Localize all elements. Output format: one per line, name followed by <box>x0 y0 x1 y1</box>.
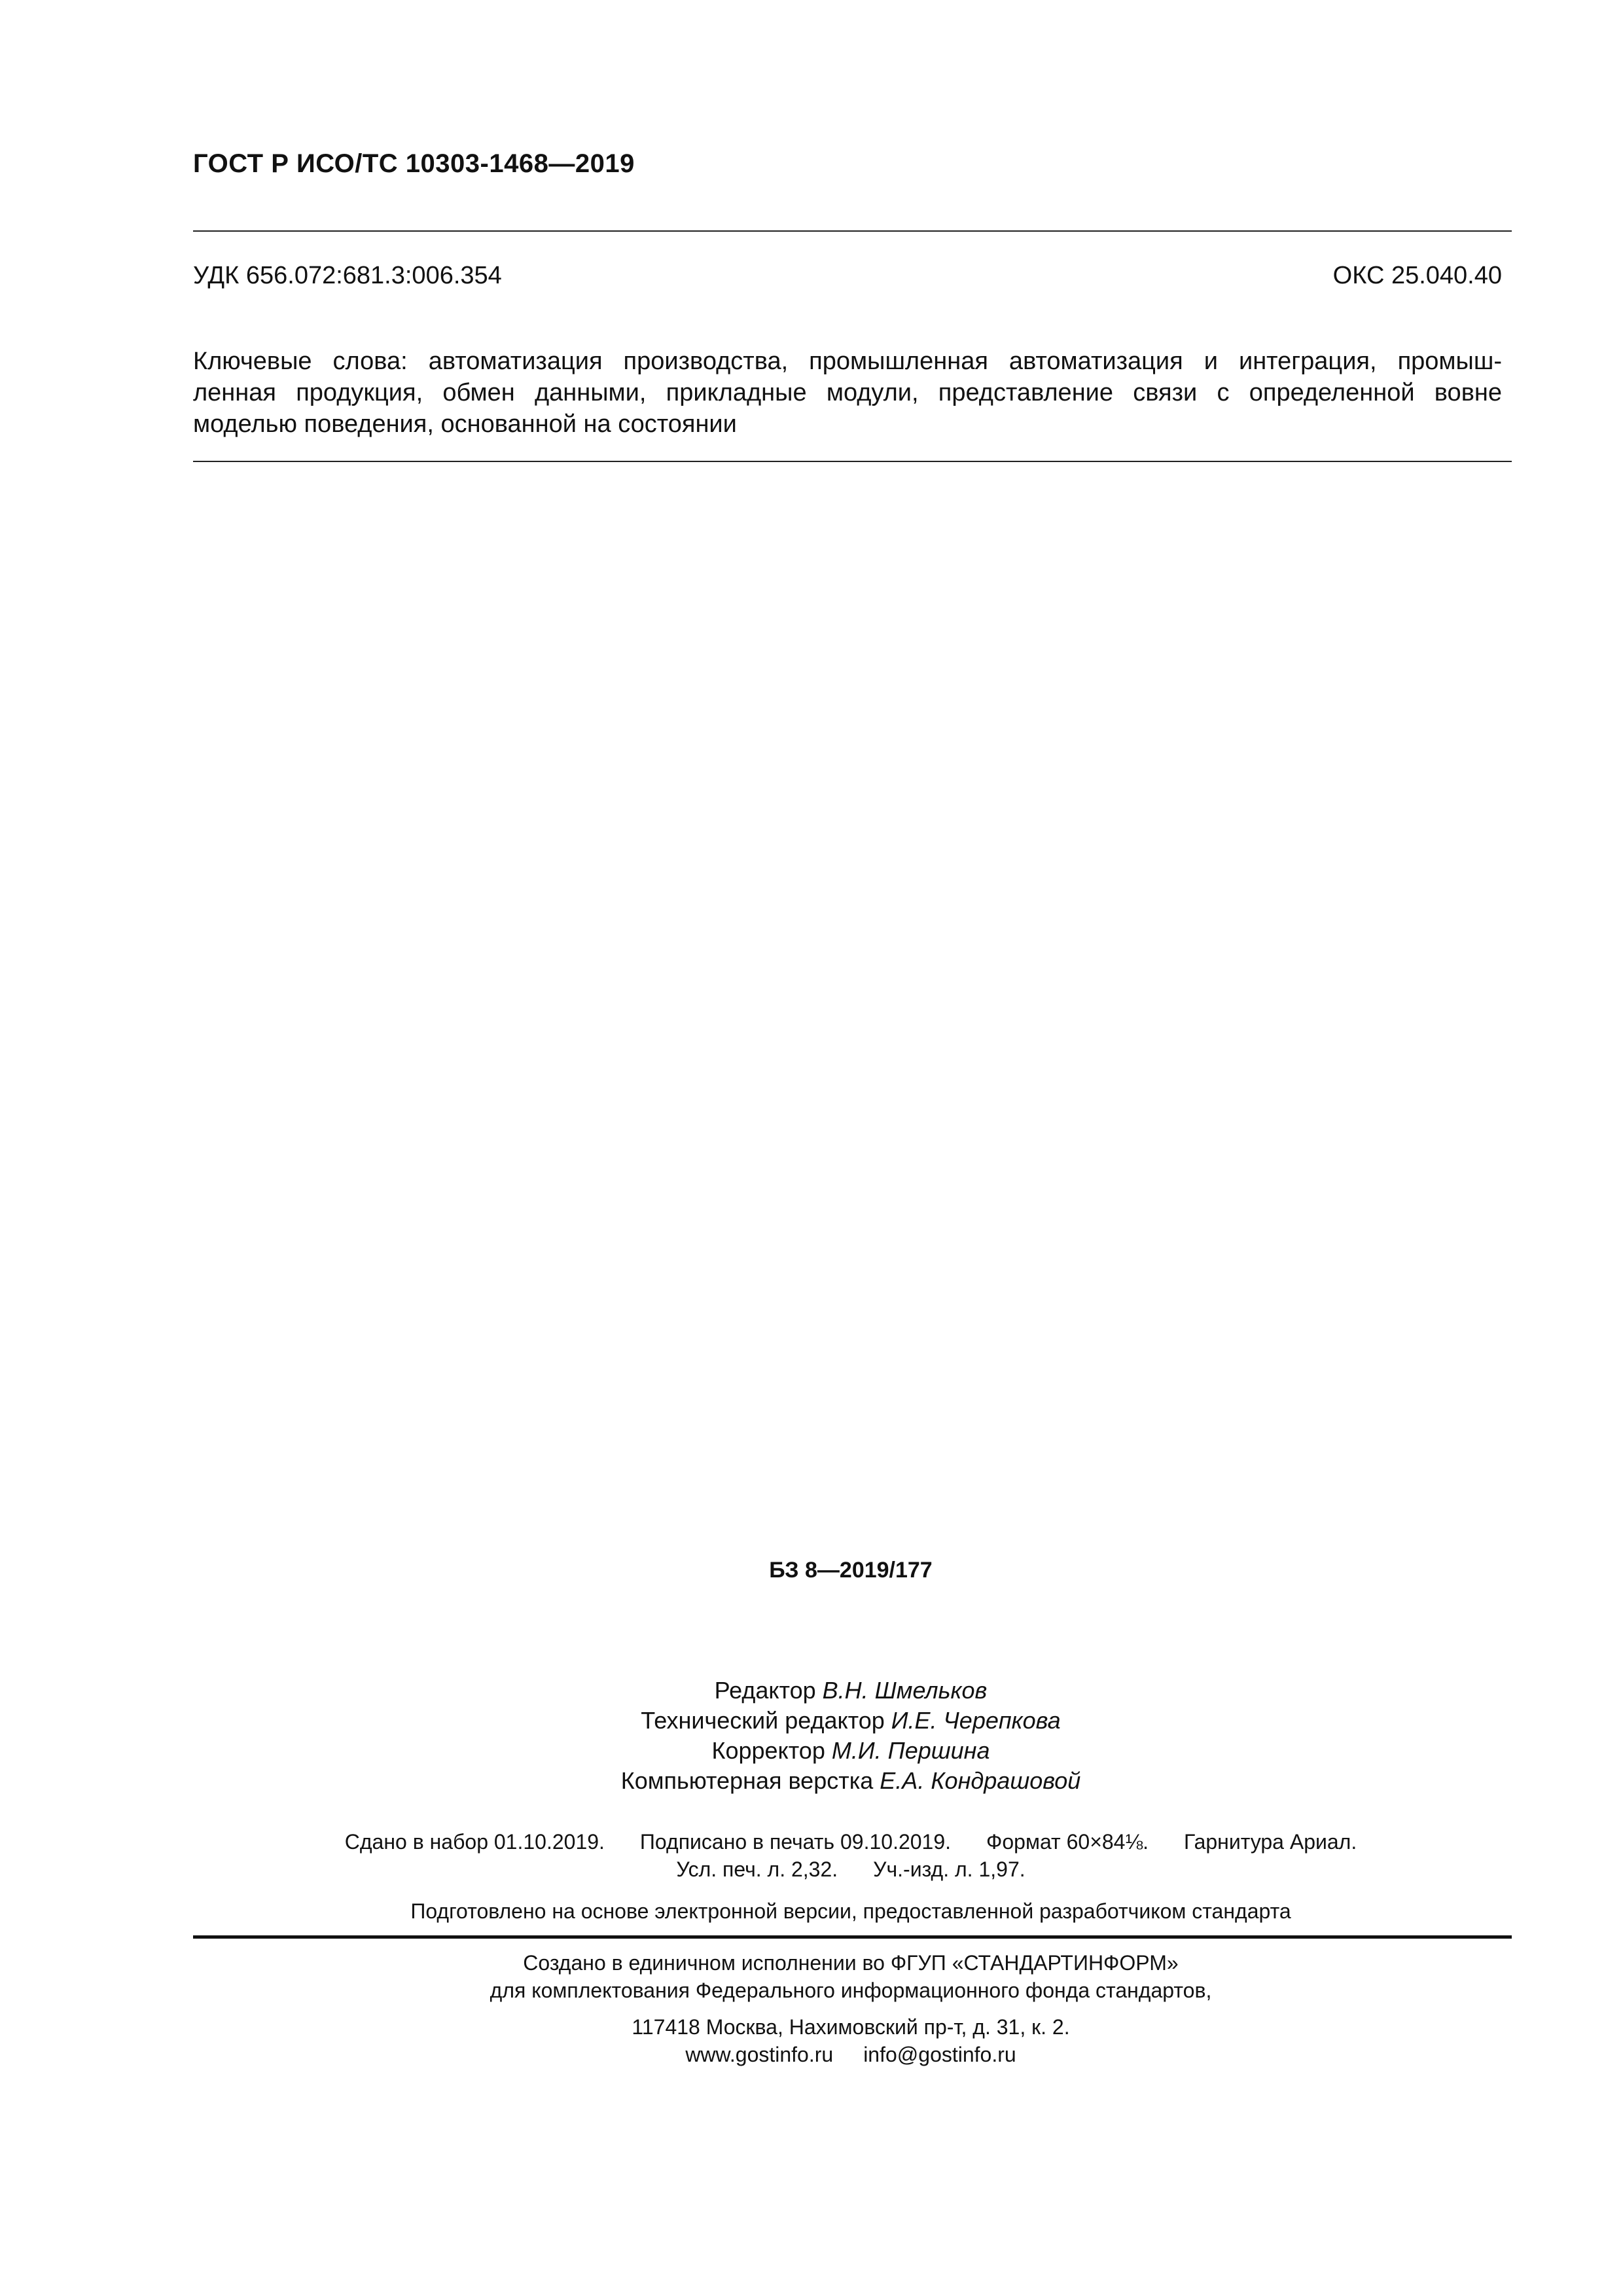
publisher-block <box>0 1949 1623 2068</box>
keywords-line: Ключевые слова: автоматизация производства, промышленная автоматизация и интеграция, промыш- <box>193 348 1502 375</box>
corrector-credit: Корректор М.И. Першина <box>711 1737 990 1764</box>
corrector-name: М.И. Першина <box>831 1737 990 1764</box>
prepared-note: Подготовлено на основе электронной версии, предоставленной разработчиком стандарта <box>410 1899 1291 1923</box>
credits-block <box>0 1676 1623 1796</box>
tech-editor-credit: Технический редактор И.Е. Черепкова <box>641 1707 1061 1734</box>
typeset-date: Сдано в набор 01.10.2019. <box>344 1830 605 1854</box>
publisher-address: 117418 Москва, Нахимовский пр-т, д. 31, к. 2. <box>632 2015 1070 2039</box>
bz-number: БЗ 8—2019/177 <box>769 1558 933 1583</box>
print-sheets: Усл. печ. л. 2,32. <box>676 1857 838 1881</box>
signed-date: Подписано в печать 09.10.2019. <box>639 1830 952 1854</box>
print-info-row <box>0 1828 1623 1856</box>
typeface: Гарнитура Ариал. <box>1184 1830 1357 1854</box>
keywords-line: ленная продукция, обмен данными, прикладные модули, представление связи с определенной вовне <box>193 379 1502 406</box>
udk-code: УДК 656.072:681.3:006.354 <box>193 262 502 289</box>
print-info-block <box>0 1828 1623 1883</box>
editor-credit: Редактор В.Н. Шмельков <box>714 1677 988 1704</box>
layout-name: Е.А. Кондрашовой <box>880 1767 1081 1794</box>
oks-code: ОКС 25.040.40 <box>1332 262 1502 289</box>
layout-credit: Компьютерная верстка Е.А. Кондрашовой <box>620 1767 1081 1794</box>
keywords-line: моделью поведения, основанной на состоянии <box>193 410 737 438</box>
tech-editor-name: И.Е. Черепкова <box>891 1707 1061 1734</box>
email-link[interactable]: info@gostinfo.ru <box>863 2043 1016 2066</box>
pub-sheets: Уч.-изд. л. 1,97. <box>873 1857 1026 1881</box>
print-sheets-row <box>0 1856 1623 1883</box>
keywords-divider <box>193 461 1512 462</box>
top-divider <box>193 230 1512 232</box>
publisher-contacts <box>0 2041 1623 2068</box>
keywords-paragraph <box>193 346 1502 440</box>
publisher-line: для комплектования Федерального информационного фонда стандартов, <box>490 1979 1212 2002</box>
website-link[interactable]: www.gostinfo.ru <box>685 2043 834 2066</box>
editor-name: В.Н. Шмельков <box>822 1677 988 1704</box>
standard-title: ГОСТ Р ИСО/ТС 10303-1468—2019 <box>193 149 635 178</box>
publisher-divider <box>193 1935 1512 1939</box>
publisher-line: Создано в единичном исполнении во ФГУП «СТАНДАРТИНФОРМ» <box>523 1951 1179 1975</box>
paper-format: Формат 60×84⅛. <box>986 1830 1149 1854</box>
